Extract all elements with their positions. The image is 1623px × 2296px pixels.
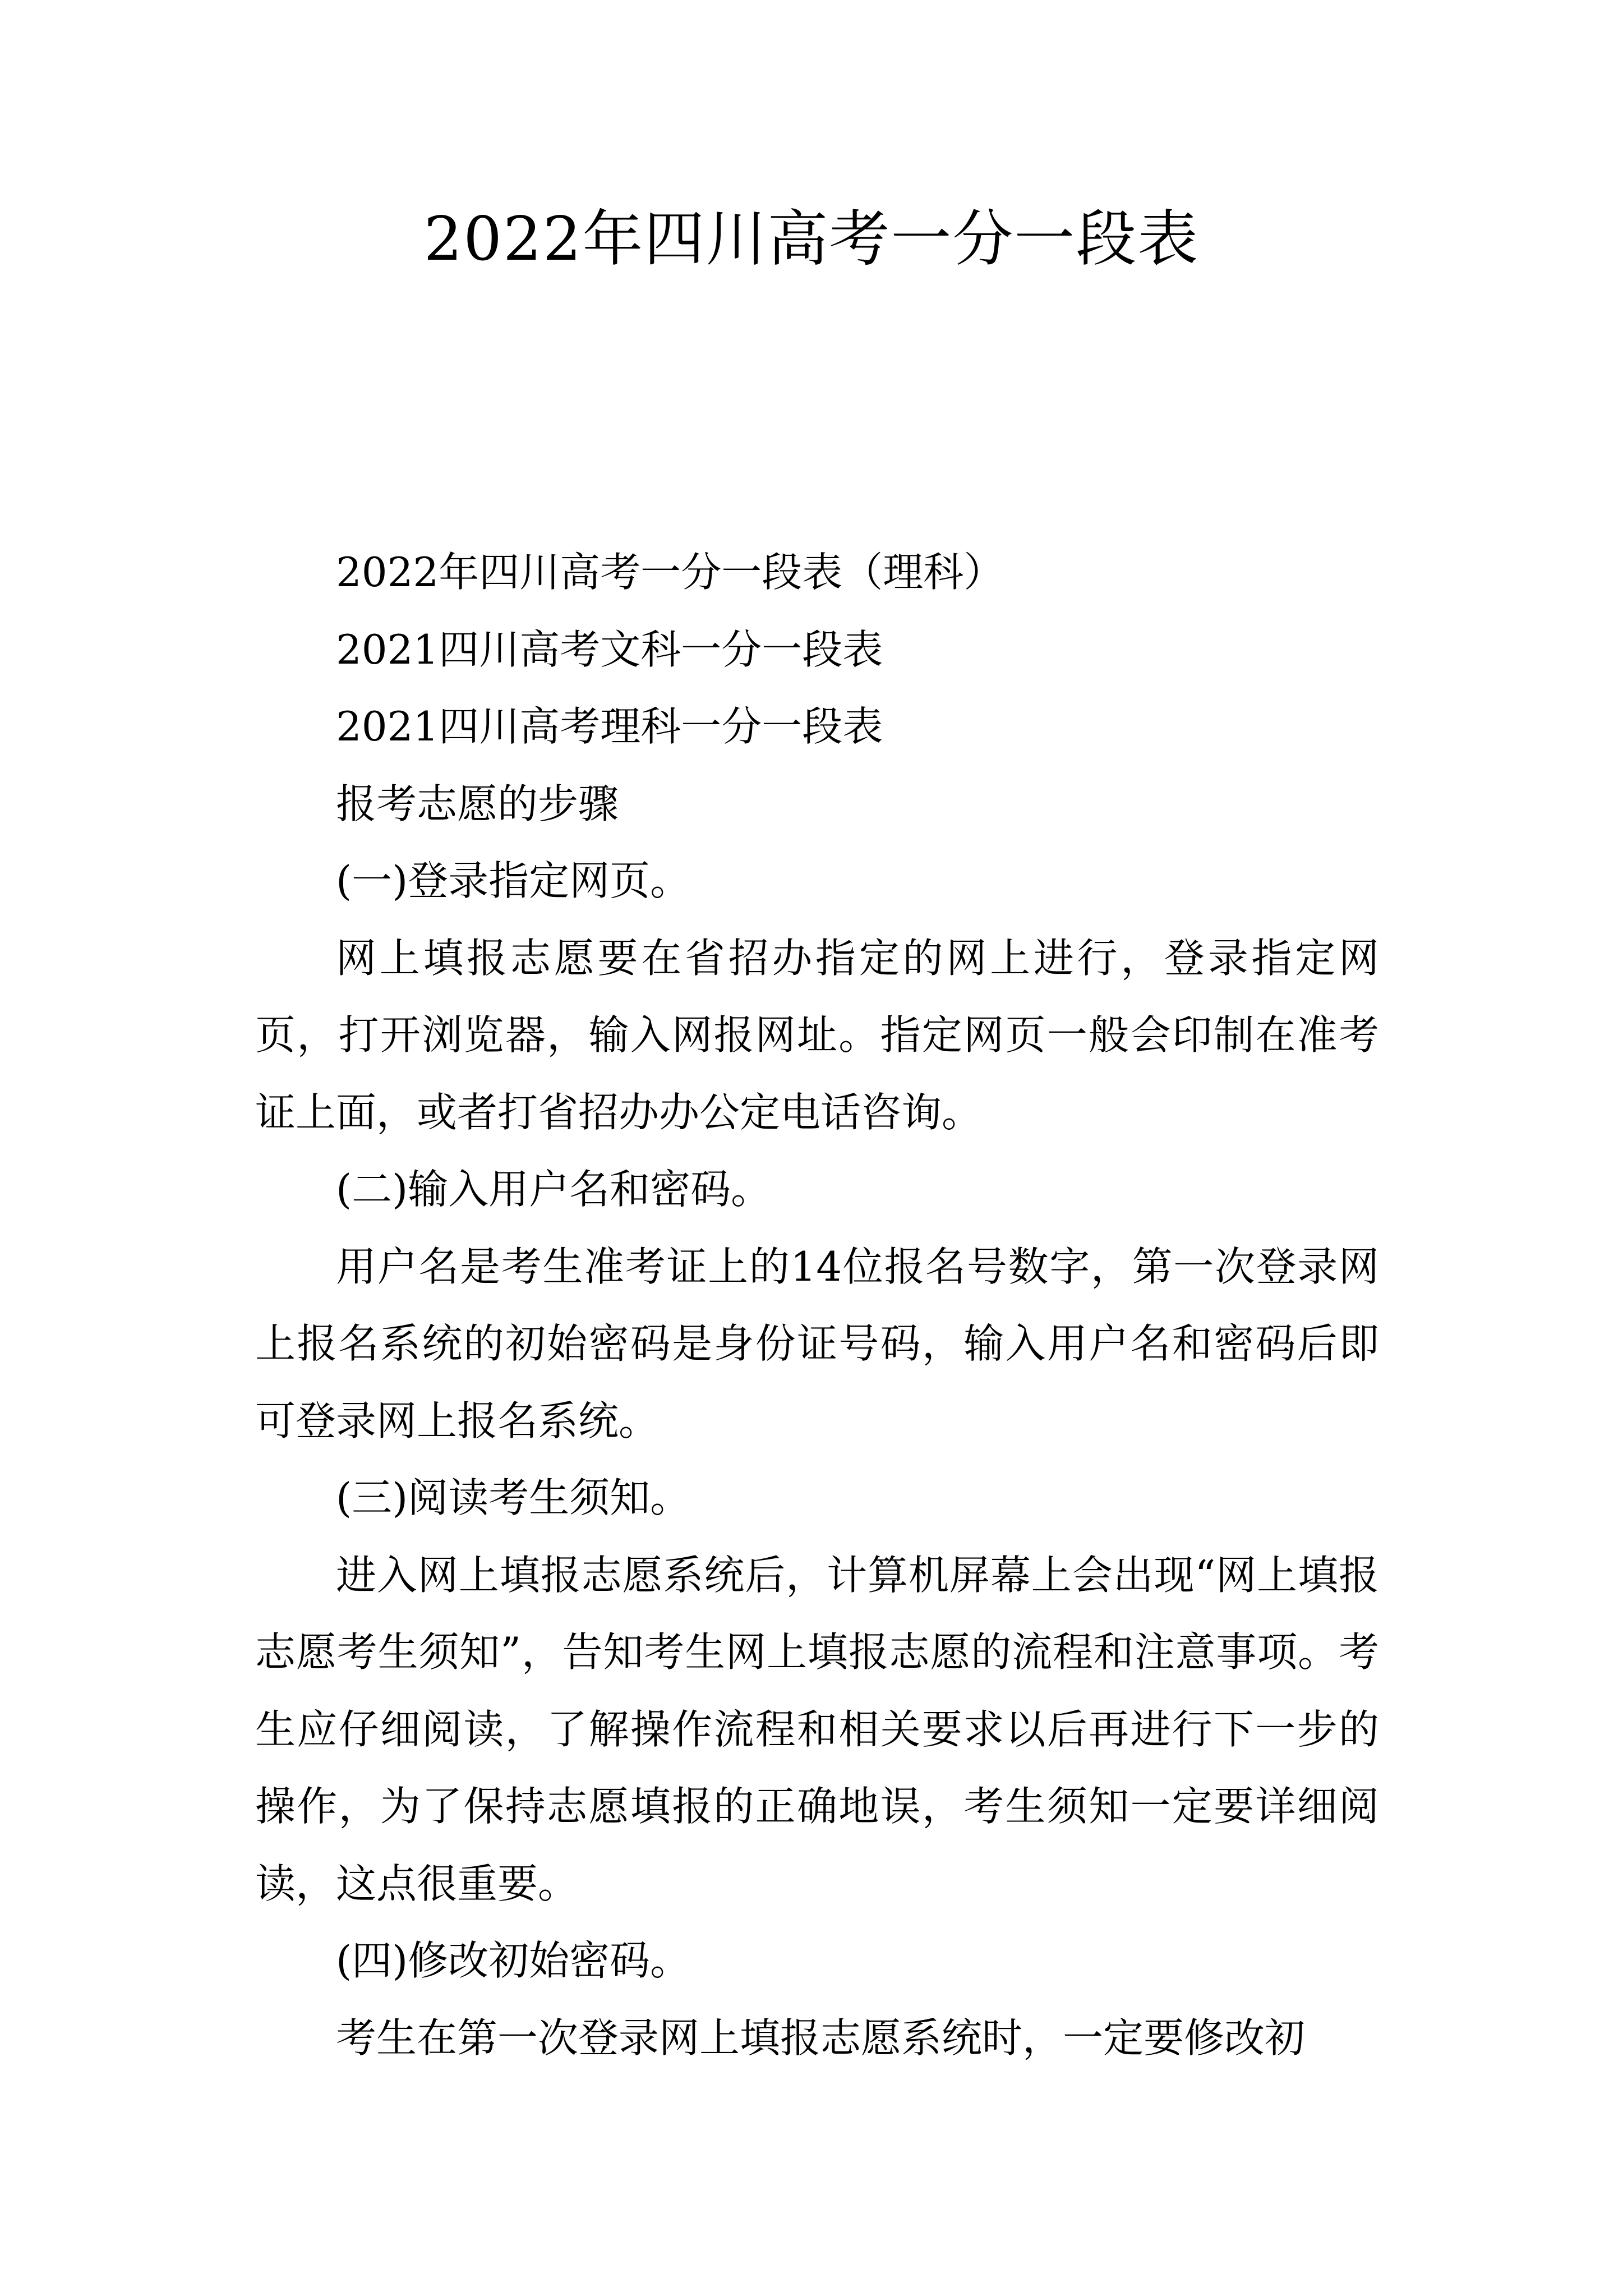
paragraph-link-2021-arts: 2021四川高考文科一分一段表 xyxy=(336,625,883,673)
step-2-body: 用户名是考生准考证上的14位报名号数字，第一次登录网上报名系统的初始密码是身份证号码，输入用户名和密码后即可登录网上报名系统。 xyxy=(255,1243,1379,1444)
step-1-heading: (一)登录指定网页。 xyxy=(336,857,691,904)
paragraph-link-2021-science: 2021四川高考理科一分一段表 xyxy=(336,703,883,750)
step-1-body: 网上填报志愿要在省招办指定的网上进行，登录指定网页，打开浏览器，输入网报网址。指定网页一般会印制在准考证上面，或者打省招办办公定电话咨询。 xyxy=(255,934,1379,1136)
step-4-body: 考生在第一次登录网上填报志愿系统时，一定要修改初 xyxy=(336,2014,1306,2062)
step-3-body: 进入网上填报志愿系统后，计算机屏幕上会出现“网上填报志愿考生须知”，告知考生网上填报志愿的流程和注意事项。考生应仔细阅读，了解操作流程和相关要求以后再进行下一步的操作，为了保持志愿填报的正确地误，考生须知一定要详细阅读，这点很重要。 xyxy=(255,1551,1379,1907)
step-4-heading: (四)修改初始密码。 xyxy=(336,1937,691,1984)
step-2-heading: (二)输入用户名和密码。 xyxy=(336,1166,772,1213)
paragraph-link-2022-science: 2022年四川高考一分一段表（理科） xyxy=(336,549,1004,596)
document-title: 2022年四川高考一分一段表 xyxy=(423,204,1200,274)
document-body xyxy=(255,534,1379,2077)
step-3-heading: (三)阅读考生须知。 xyxy=(336,1474,691,1521)
section-heading-steps: 报考志愿的步骤 xyxy=(336,780,619,827)
